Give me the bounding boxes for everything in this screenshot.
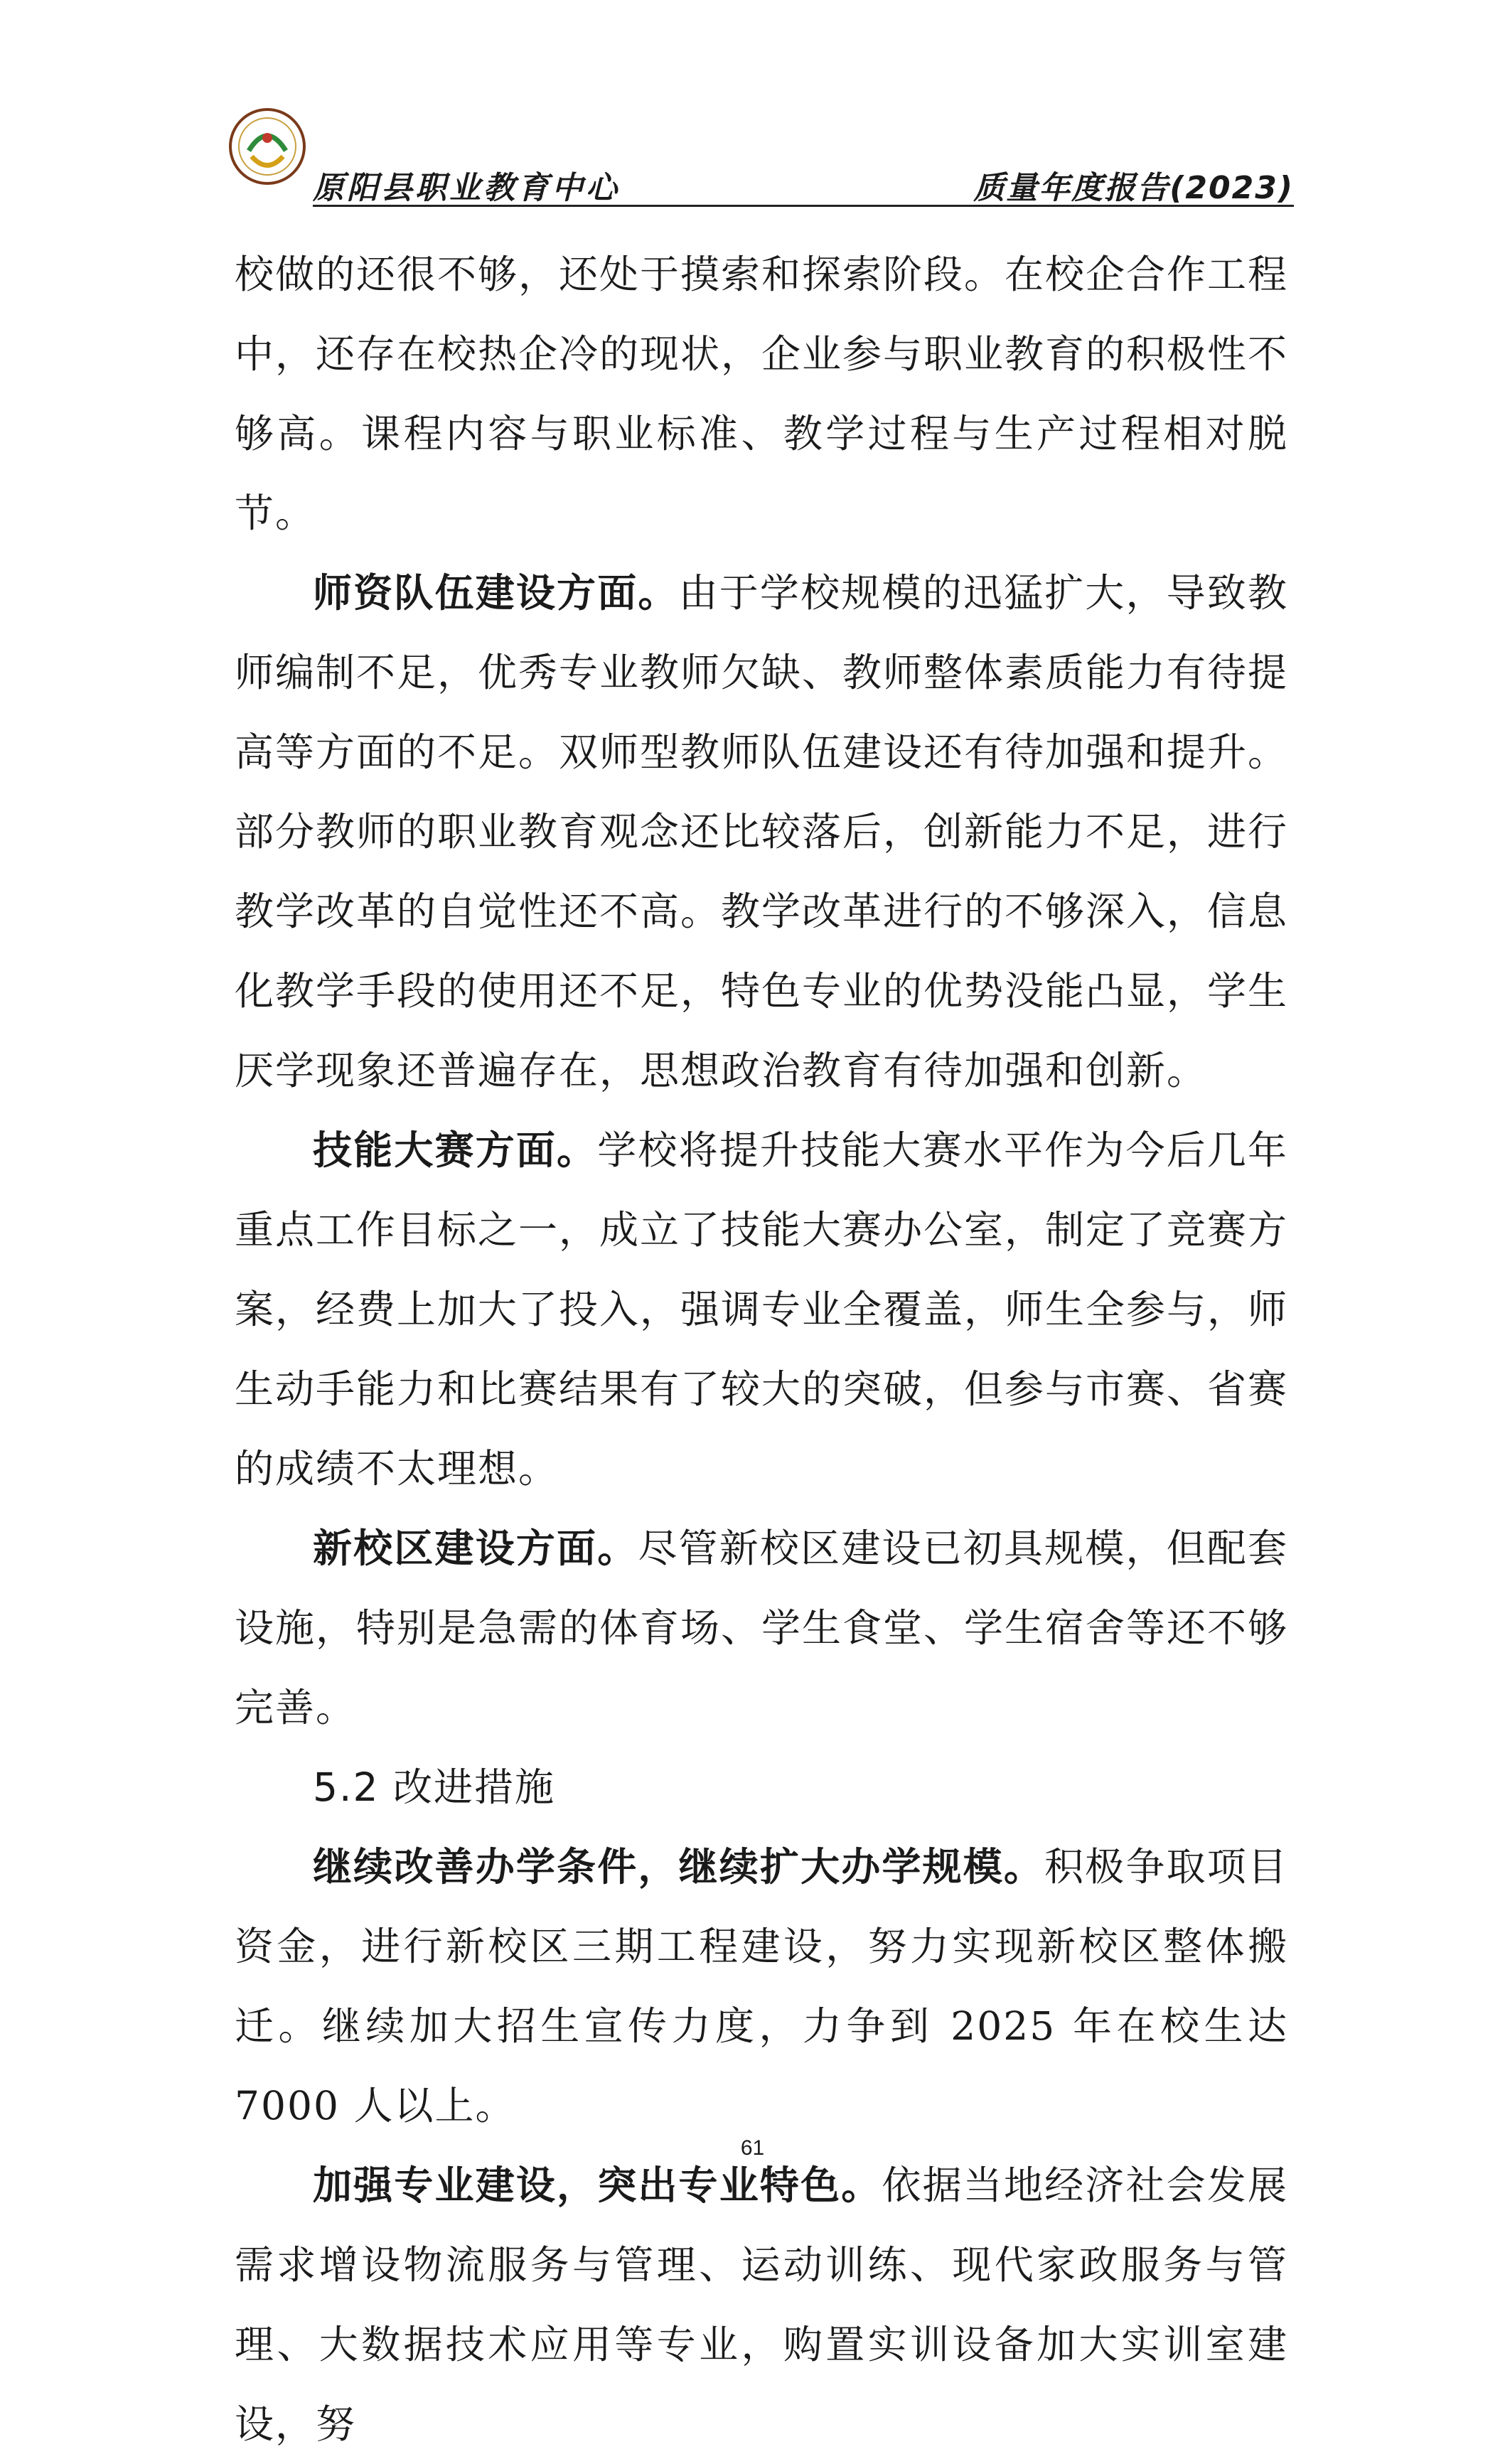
school-name: 原阳县职业教育中心: [313, 170, 620, 206]
paragraph-measure-conditions: [235, 1827, 1288, 2146]
paragraph-text: 依据当地经济社会发展需求增设物流服务与管理、运动训练、现代家政服务与管理、大数据技术应用等专业，购置实训设备加大实训室建设，努: [235, 2163, 1288, 2447]
school-emblem-icon: [227, 107, 307, 186]
section-heading-text: 5.2 改进措施: [313, 1764, 555, 1810]
paragraph-lead: 新校区建设方面。: [313, 1526, 638, 1571]
paragraph-new-campus: [235, 1509, 1288, 1747]
paragraph-text: 尽管新校区建设已初具规模，但配套设施，特别是急需的体育场、学生食堂、学生宿舍等还不够完善。: [235, 1526, 1289, 1730]
paragraph-lead: 技能大赛方面。: [313, 1127, 598, 1173]
report-title: 质量年度报告(2023): [973, 170, 1294, 206]
paragraph-lead: 师资队伍建设方面。: [313, 570, 679, 616]
paragraph-lead: 继续改善办学条件，继续扩大办学规模。: [313, 1844, 1045, 1890]
paragraph-lead: 加强专业建设，突出专业特色。: [313, 2163, 882, 2208]
paragraph-continuation: [235, 235, 1288, 553]
paragraph-skills-contest: [235, 1110, 1288, 1509]
section-heading: [235, 1747, 1288, 1827]
paragraph-text: 由于学校规模的迅猛扩大，导致教师编制不足，优秀专业教师欠缺、教师整体素质能力有待提高等方面的不足。双师型教师队伍建设还有待加强和提升。部分教师的职业教育观念还比较落后，创新能力不足，进行教学改革的自觉性还不高。教学改革进行的不够深入，信息化教学手段的使用还不足，特色专业的优势没能凸显，学生厌学现象还普遍存在，思想政治教育有待加强和创新。: [235, 570, 1289, 1093]
page-number: 61: [740, 2136, 765, 2160]
paragraph-text: 校做的还很不够，还处于摸索和探索阶段。在校企合作工程中，还存在校热企冷的现状，企业参与职业教育的积极性不够高。课程内容与职业标准、教学过程与生产过程相对脱节。: [235, 252, 1289, 536]
page-header: [227, 107, 1294, 206]
paragraph-text: 积极争取项目资金，进行新校区三期工程建设，努力实现新校区整体搬迁。继续加大招生宣传力度，力争到 2025 年在校生达 7000 人以上。: [235, 1844, 1288, 2128]
paragraph-measure-majors: [235, 2146, 1288, 2464]
paragraph-text: 学校将提升技能大赛水平作为今后几年重点工作目标之一，成立了技能大赛办公室，制定了竞赛方案，经费上加大了投入，强调专业全覆盖，师生全参与，师生动手能力和比赛结果有了较大的突破，但参与市赛、省赛的成绩不太理想。: [235, 1127, 1289, 1491]
paragraph-teachers: [235, 553, 1288, 1110]
document-body: [235, 235, 1288, 2464]
header-divider: [313, 205, 1294, 207]
